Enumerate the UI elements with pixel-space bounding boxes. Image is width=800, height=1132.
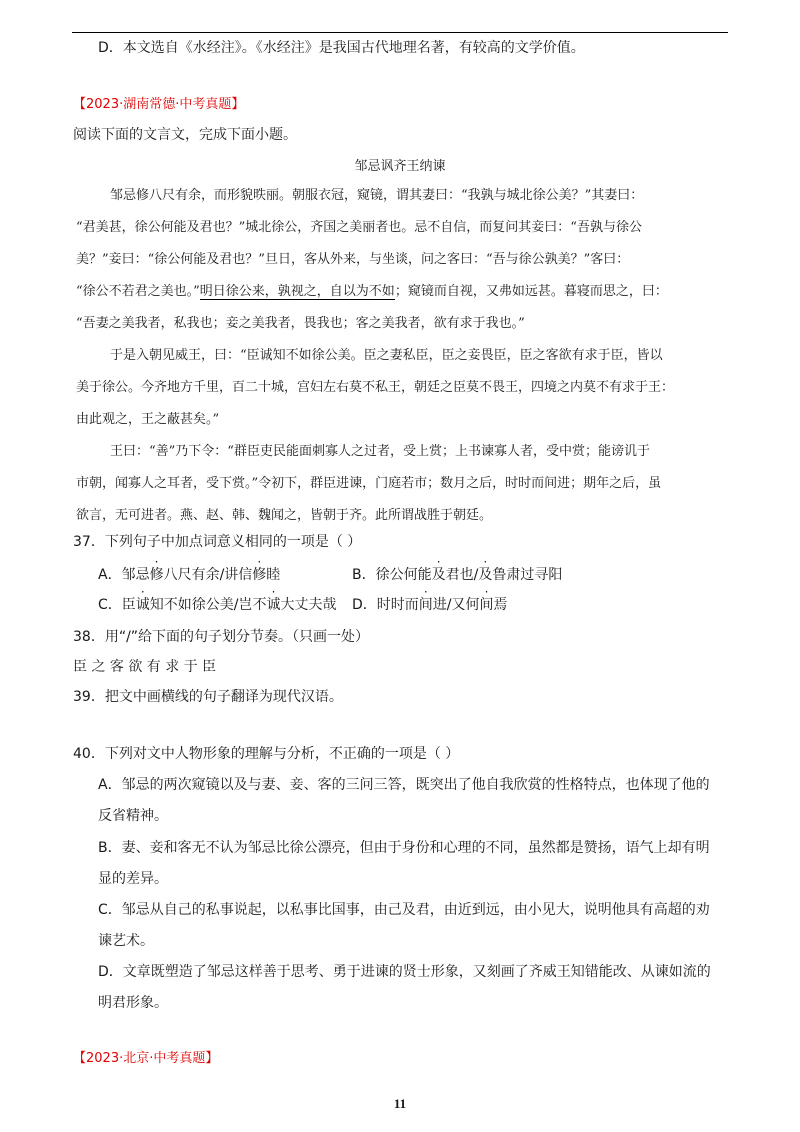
passage-line: 由此观之，王之蔽甚矣。” [76,412,220,427]
passage-line: 美？”妾曰：“徐公何能及君也？”旦日，客从外来，与坐谈，问之客曰：“吾与徐公孰美？”客曰： [76,252,630,267]
passage-line: “君美甚，徐公何能及君也？”城北徐公，齐国之美丽者也。忌不自信，而复问其妾曰：“吾孰与徐公 [76,220,642,235]
question-38-stem: 38．用“/”给下面的句子划分节奏。（只画一处） [73,629,370,645]
q40-option-a-cont: 反省精神。 [98,808,168,824]
passage-title: 邹忌讽齐王纳谏 [354,159,446,174]
passage-line: 欲言，无可进者。燕、赵、韩、魏闻之，皆朝于齐。此所谓战胜于朝廷。 [76,508,493,523]
q40-option-c-cont: 谏艺术。 [98,933,154,949]
passage-line: 于是入朝见威王，曰：“臣诚知不如徐公美。臣之妻私臣，臣之妾畏臣，臣之客欲有求于臣，皆以 [110,348,663,363]
question-37-stem: 37．下列句子中加点词意义相同的一项是（ ） [73,534,362,550]
q37-option-a[interactable]: A．邹忌修八尺有余/讲信修睦 [98,567,281,583]
q40-option-b[interactable]: B．妻、妾和客无不认为邹忌比徐公漂亮，但由于身份和心理的不同，虽然都是赞扬，语气上却有明 [98,840,710,856]
source-tag: 【2023·北京·中考真题】 [73,1051,219,1066]
passage-line: 市朝，闻寡人之耳者，受下赏。”令初下，群臣进谏，门庭若市；数月之后，时时而间进；期年之后，虽 [76,476,662,491]
passage-line: 邹忌修八尺有余，而形貌昳丽。朝服衣冠，窥镜，谓其妻曰：“我孰与城北徐公美？”其妻曰： [110,188,644,203]
q37-option-b[interactable]: B．徐公何能及君也/及鲁肃过寻阳 [352,567,563,583]
q40-option-d-cont: 明君形象。 [98,995,168,1011]
page-number: 11 [393,1096,407,1111]
passage-line: “徐公不若君之美也。”明日徐公来，孰视之，自以为不如；窥镜而自视，又弗如远甚。暮寝而思之，曰： [76,284,668,299]
q40-option-b-cont: 显的差异。 [98,871,168,887]
passage-line: “吾妻之美我者，私我也；妾之美我者，畏我也；客之美我者，欲有求于我也。” [76,316,525,331]
q40-option-c[interactable]: C．邹忌从自己的私事说起，以私事比国事，由己及君，由近到远，由小见大，说明他具有高超的劝 [98,902,710,918]
underlined-sentence: 明日徐公来，孰视之，自以为不如 [199,284,395,299]
passage-line: 美于徐公。今齐地方千里，百二十城，宫妇左右莫不私王，朝廷之臣莫不畏王，四境之内莫不有求于王： [76,380,675,395]
question-39-stem: 39．把文中画横线的句子翻译为现代汉语。 [73,689,343,705]
q37-option-c[interactable]: C．臣诚知不如徐公美/岂不诚大丈夫哉 [98,597,337,613]
prev-option-d: D．本文选自《水经注》。《水经注》是我国古代地理名著，有较高的文学价值。 [98,40,585,56]
q40-option-a[interactable]: A．邹忌的两次窥镜以及与妻、妾、客的三问三答，既突出了他自我欣赏的性格特点，也体现了他的 [98,777,710,793]
header-rule [72,32,728,33]
passage-line: 王曰：“善”乃下令：“群臣吏民能面刺寡人之过者，受上赏；上书谏寡人者，受中赏；能谤讥于 [110,444,650,459]
q37-option-d[interactable]: D．时时而间进/又何间焉 [352,597,508,613]
question-40-stem: 40．下列对文中人物形象的理解与分析，不正确的一项是（ ） [73,746,460,762]
source-tag: 【2023·湖南常德·中考真题】 [73,97,245,112]
instruction: 阅读下面的文言文，完成下面小题。 [73,127,297,143]
q40-option-d[interactable]: D．文章既塑造了邹忌这样善于思考、勇于进谏的贤士形象，又刻画了齐威王知错能改、从谏如流的 [98,964,711,980]
q38-sentence: 臣 之 客 欲 有 求 于 臣 [73,659,217,675]
